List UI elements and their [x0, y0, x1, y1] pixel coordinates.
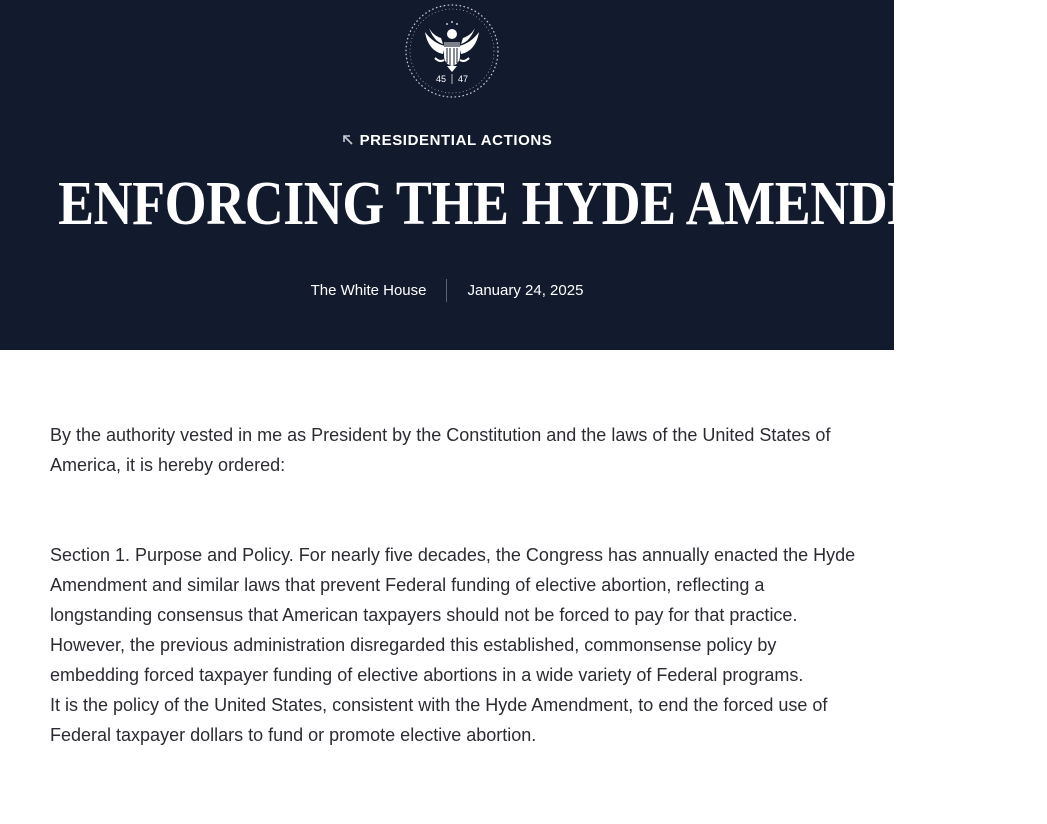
arrow-up-left-icon: [342, 134, 354, 146]
article-body: [50, 420, 860, 750]
breadcrumb: [0, 132, 894, 149]
seal-number-right: 47: [458, 74, 469, 84]
presidential-actions-link[interactable]: PRESIDENTIAL ACTIONS: [359, 132, 553, 149]
author: The White House: [310, 282, 427, 299]
presidential-seal-icon[interactable]: [403, 2, 501, 100]
page-header: [0, 0, 1047, 350]
paragraph-policy: It is the policy of the United States, consistent with the Hyde Amendment, to end the forced use of Federal taxpayer dollars to fund or promote elective abortion.: [50, 695, 828, 745]
publish-date: January 24, 2025: [467, 282, 584, 299]
paragraph-preamble: By the authority vested in me as President by the Constitution and the laws of the United States of America, it is hereby ordered:: [50, 425, 831, 475]
meta-divider: [446, 279, 447, 302]
page-title: ENFORCING THE HYDE AMENDMENT: [58, 170, 1047, 238]
seal-number-left: 45: [435, 74, 446, 84]
article-meta: [0, 279, 894, 302]
paragraph-section-1: Section 1. Purpose and Policy. For nearly five decades, the Congress has annually enacted the Hyde Amendment and similar laws that prevent Federal funding of elective abortion, reflecting a longstanding consensus that American taxpayers should not be forced to pay for that practice. However, the previous administration disregarded this established, commonsense policy by embedding forced taxpayer funding of elective abortions in a wide variety of Federal programs.: [50, 545, 856, 685]
